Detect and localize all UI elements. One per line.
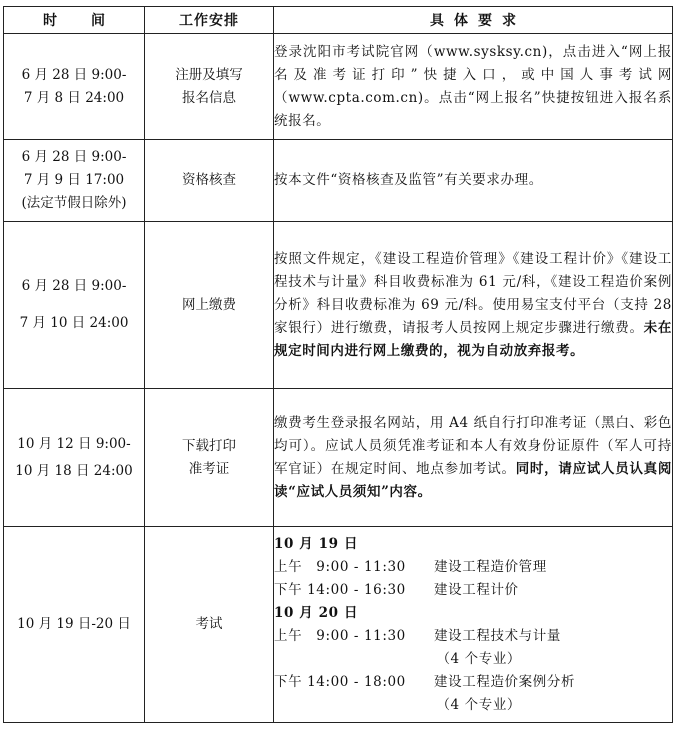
exam-note: （4 个专业） <box>274 696 522 713</box>
requirement-emphasis: 同时，请应试人员认真阅读“应试人员须知”内容。 <box>274 460 672 500</box>
task-line: 网上缴费 <box>182 296 236 313</box>
requirement-cell <box>274 140 673 222</box>
task-cell <box>145 527 274 723</box>
task-cell <box>145 222 274 389</box>
task-cell <box>145 34 274 140</box>
requirement-text: 按照文件规定，《建设工程造价管理》《建设工程计价》《建设工程技术与计量》科目收费标准为 61 元/科，《建设工程造价案例分析》科目收费标准为 69 元/科。使用易宝支付平台（支持 28 家银行）进行缴费，请报考人员按网上规定步骤进行缴费。 <box>274 250 672 336</box>
table-row <box>4 34 673 140</box>
task-line: 准考证 <box>188 460 230 477</box>
task-line: 下载打印 <box>182 437 236 454</box>
exam-schedule-cell <box>274 527 673 723</box>
time-cell <box>4 34 145 140</box>
requirement-cell <box>274 222 673 389</box>
table-row <box>4 140 673 222</box>
table-row <box>4 527 673 723</box>
task-cell <box>145 140 274 222</box>
requirement-cell <box>274 34 673 140</box>
time-line: (法定节假日除外) <box>21 195 127 211</box>
exam-day: 10 月 19 日 <box>274 535 359 552</box>
exam-session: 下午 14:00 - 18:00 建设工程造价案例分析 <box>274 673 576 690</box>
requirement-emphasis: 未在规定时间内进行网上缴费的，视为自动放弃报考。 <box>274 319 672 359</box>
schedule-table <box>3 6 673 723</box>
exam-session: 上午 9:00 - 11:30 建设工程技术与计量 <box>274 627 561 644</box>
time-line: 10 月 18 日 24:00 <box>15 462 133 479</box>
exam-session: 下午 14:00 - 16:30 建设工程计价 <box>274 581 519 598</box>
table-row <box>4 222 673 389</box>
time-cell <box>4 389 145 527</box>
time-line: 7 月 9 日 17:00 <box>23 172 125 188</box>
exam-day: 10 月 20 日 <box>274 604 359 621</box>
task-line: 考试 <box>195 616 223 632</box>
time-line: 7 月 10 日 24:00 <box>19 315 129 331</box>
exam-note: （4 个专业） <box>274 650 522 667</box>
header-row <box>4 7 673 34</box>
task-line: 报名信息 <box>182 89 236 106</box>
header-time: 时 间 <box>4 7 145 34</box>
time-line: 10 月 12 日 9:00- <box>17 435 131 452</box>
header-task: 工作安排 <box>145 7 274 34</box>
time-line: 6 月 28 日 9:00- <box>21 66 127 83</box>
requirement-cell <box>274 389 673 527</box>
requirement-text: 登录沈阳市考试院官网（www.sysksy.cn)，点击进入“网上报名及准考证打印”快捷入口，或中国人事考试网（www.cpta.com.cn)。点击“网上报名”快捷按钮进入报名系统报名。 <box>274 43 672 129</box>
time-cell <box>4 527 145 723</box>
table-row <box>4 389 673 527</box>
time-line: 10 月 19 日-20 日 <box>17 616 131 632</box>
time-line: 6 月 28 日 9:00- <box>21 149 127 165</box>
exam-session: 上午 9:00 - 11:30 建设工程造价管理 <box>274 558 547 575</box>
requirement-text: 缴费考生登录报名网站，用 A4 纸自行打印准考证（黑白、彩色均可）。应试人员须凭准考证和本人有效身份证原件（军人可持军官证）在规定时间、地点参加考试。 <box>274 414 672 477</box>
task-line: 注册及填写 <box>175 66 243 83</box>
task-cell <box>145 389 274 527</box>
header-requirements: 具体要求 <box>274 7 673 34</box>
task-line: 资格核查 <box>182 172 236 188</box>
time-cell <box>4 140 145 222</box>
requirement-text: 按本文件“资格核查及监管”有关要求办理。 <box>274 172 543 188</box>
time-line: 6 月 28 日 9:00- <box>21 278 127 294</box>
time-line: 7 月 8 日 24:00 <box>23 89 125 106</box>
time-cell <box>4 222 145 389</box>
